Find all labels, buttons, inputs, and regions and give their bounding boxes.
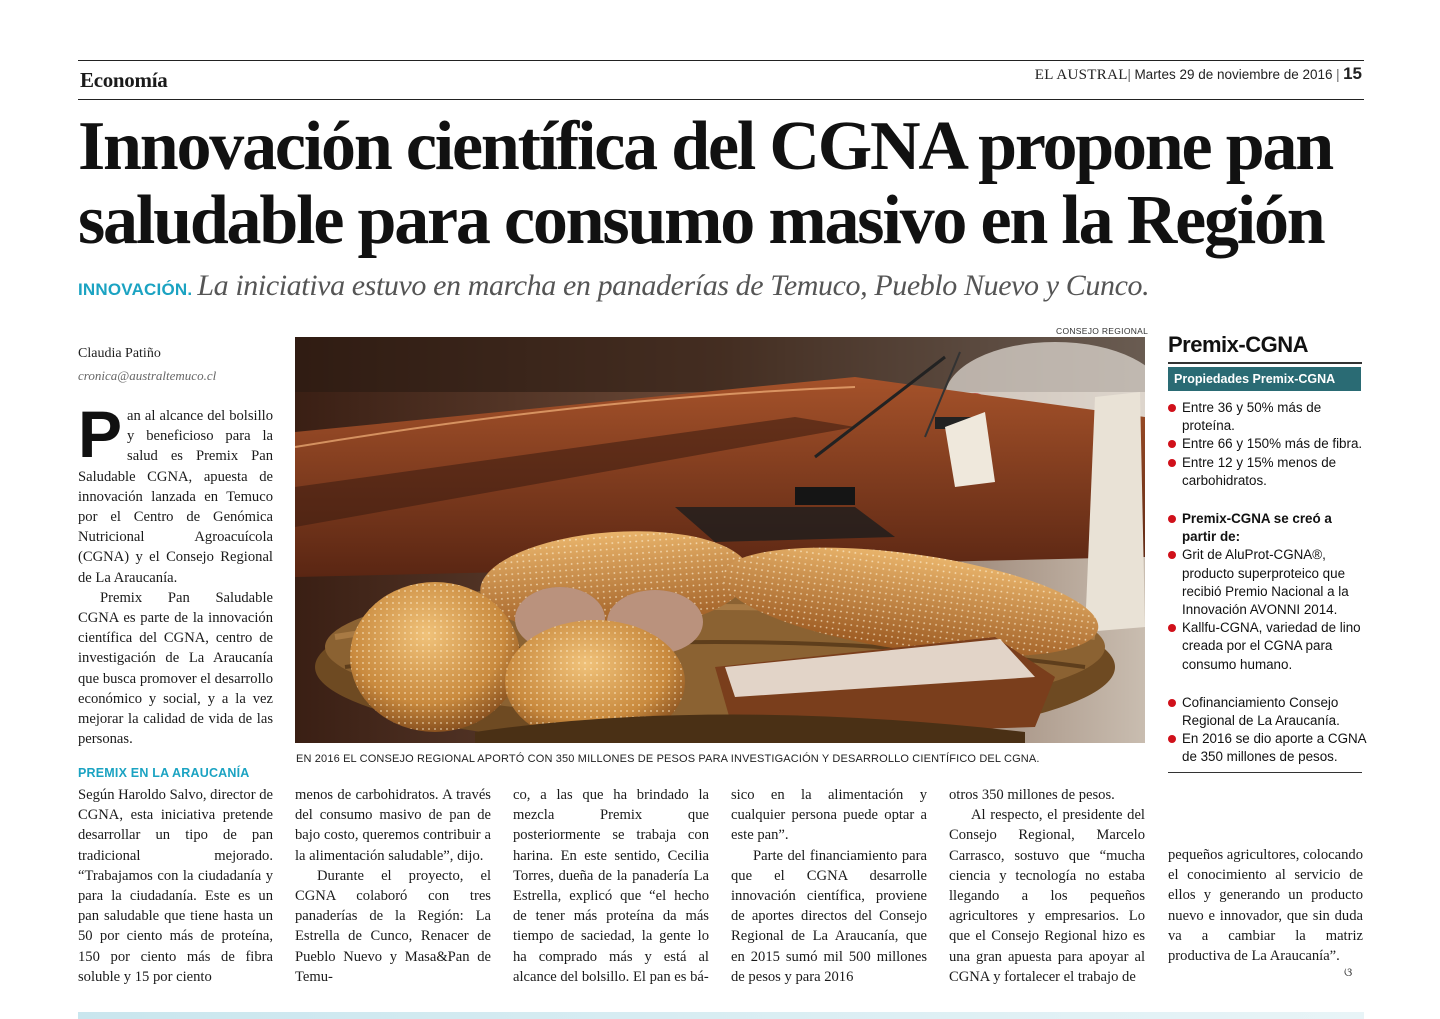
sidebar-item-text: Entre 66 y 150% más de fibra. (1182, 436, 1363, 452)
paragraph-9: otros 350 millones de pesos. (949, 787, 1115, 803)
byline-email[interactable]: cronica@australtemuco.cl (78, 368, 217, 383)
bullet-icon (1168, 624, 1176, 632)
section-subhead: PREMIX EN LA ARAUCANÍA (78, 766, 250, 780)
headline-line-1: Innovación científica del CGNA propone pan (78, 108, 1332, 185)
sidebar-item (1168, 546, 1368, 619)
byline-author: Claudia Patiño (78, 346, 161, 361)
paragraph-10: Al respecto, el presidente del Consejo Regional, Marcelo Carrasco, sostuvo que “mucha ciencia y tecnología no estaba llegando a los pequeños agricultores y empresarios. Lo que el Consejo Regional hizo es una gran apuesta para apoyar al CGNA y fortalecer el trabajo de (949, 807, 1145, 985)
sidebar-item-text: Grit de AluProt-CGNA®, producto superproteico que recibió Premio Nacional a la Innovación AVONNI 2014. (1182, 547, 1349, 618)
publication-date: Martes 29 de noviembre de 2016 (1134, 67, 1333, 82)
sidebar-item (1168, 399, 1368, 435)
bottom-band (78, 1012, 1364, 1019)
paragraph-6: co, a las que ha brindado la mezcla Premix que posteriormente se trabaja con harina. En este sentido, Cecilia Torres, dueña de la panadería La Estrella, explicó que “el hecho de tener más proteína da más tiempo de saciedad, la gente lo ha comprado más y está al alcance del bolsillo. El pan es bá- (513, 787, 709, 985)
bread-basket-illustration (295, 337, 1145, 743)
bullet-icon (1168, 440, 1176, 448)
sidebar-rule (1168, 362, 1362, 364)
sidebar-group-heading (1168, 510, 1368, 546)
deck: La iniciativa estuvo en marcha en panaderías de Temuco, Pueblo Nuevo y Cunco. (197, 269, 1150, 302)
page-number: 15 (1343, 64, 1362, 83)
headline (78, 110, 1368, 258)
sidebar-tab (1168, 367, 1361, 391)
bullet-icon (1168, 404, 1176, 412)
publication-name: EL AUSTRAL (1034, 67, 1128, 83)
article-column-3 (513, 785, 709, 987)
sidebar-item (1168, 694, 1368, 730)
sidebar-item (1168, 454, 1368, 490)
paragraph-8: Parte del financiamiento para que el CGNA desarrolle innovación científica, proviene de aportes directos del Consejo Regional de La Araucanía, que en 2015 sumó mil 500 millones de pesos y para 2016 (731, 847, 927, 985)
photo-caption: EN 2016 EL CONSEJO REGIONAL APORTÓ CON 350 MILLONES DE PESOS PARA INVESTIGACIÓN Y DESARROLLO CIENTÍFICO DEL CGNA. (296, 753, 1040, 765)
sidebar-bottom-rule (1168, 772, 1362, 773)
page-meta (1035, 64, 1362, 84)
bullet-icon (1168, 735, 1176, 743)
article-column-2 (295, 785, 491, 987)
bullet-icon (1168, 551, 1176, 559)
sidebar-tab-label: Propiedades Premix-CGNA (1174, 372, 1336, 386)
lead-paragraph: an al alcance del bolsillo y beneficioso para la salud es Premix Pan Saludable CGNA, apuesta de innovación lanzada en Temuco por el Centro de Genómica Nutricional Agroacuícola (CGNA) y el Consejo Regional de La Araucanía. (78, 408, 273, 586)
separator: | (1127, 67, 1131, 83)
bullet-icon (1168, 699, 1176, 707)
subheadline (78, 269, 1378, 303)
separator-2: | (1336, 67, 1340, 83)
article-column-4 (731, 785, 927, 987)
sidebar-list (1168, 399, 1368, 767)
paragraph-11: pequeños agricultores, colocando el conocimiento al servicio de ellos y generando un producto nuevo e innovador, que sin duda va a cambiar la matriz productiva de La Araucanía”. (1168, 847, 1363, 965)
drop-cap: P (78, 397, 123, 471)
article-column-1-bottom (78, 785, 273, 987)
article-column-1 (78, 397, 273, 749)
sidebar-item-text: Kallfu-CGNA, variedad de lino creada por el CGNA para consumo humano. (1182, 620, 1361, 672)
paragraph-4: menos de carbohidratos. A través del consumo masivo de pan de bajo costo, queremos contribuir a la alimentación saludable”, dijo. (295, 787, 491, 864)
kicker: INNOVACIÓN. (78, 280, 193, 299)
article-photo (295, 337, 1145, 743)
sidebar-item-text: Entre 12 y 15% menos de carbohidratos. (1182, 454, 1337, 488)
headline-line-2: saludable para consumo masivo en la Región (78, 182, 1324, 259)
sidebar-item (1168, 730, 1368, 766)
sidebar-item-text: Cofinanciamiento Consejo Regional de La Araucanía. (1182, 694, 1340, 729)
paragraph-3: Según Haroldo Salvo, director de CGNA, esta iniciativa pretende desarrollar un tipo de pan tradicional mejorado. “Trabajamos con la ciudadanía y para la ciudadanía. Este es un pan saludable que tiene hasta un 50 por ciento más de proteína, 150 por ciento más de fibra soluble y 15 por ciento (78, 787, 273, 985)
top-rule (78, 60, 1364, 61)
paragraph-7: sico en la alimentación y cualquier persona puede optar a este pan”. (731, 787, 927, 844)
photo-credit: CONSEJO REGIONAL (1056, 326, 1149, 336)
sidebar-item-text: Entre 36 y 50% más de proteína. (1182, 400, 1322, 434)
paragraph-2: Premix Pan Saludable CGNA es parte de la innovación científica del CGNA, centro de investigación de La Araucanía que busca promover el desarrollo económico y social, y a la vez mejorar la calidad de vida de las personas. (78, 589, 273, 748)
section-label: Economía (80, 68, 168, 92)
header-rule (78, 99, 1364, 100)
sidebar-title: Premix-CGNA (1168, 332, 1308, 357)
sidebar-heading-text: Premix-CGNA se creó a partir de: (1182, 511, 1332, 545)
sidebar-item (1168, 435, 1368, 453)
sidebar-item (1168, 619, 1368, 674)
sidebar-item-text: En 2016 se dio aporte a CGNA de 350 millones de pesos. (1182, 731, 1366, 765)
article-column-6 (1168, 845, 1363, 966)
bullet-icon (1168, 515, 1176, 523)
end-mark-icon: ଓ (1344, 965, 1353, 979)
paragraph-5: Durante el proyecto, el CGNA colaboró con tres panaderías de la Región: La Estrella de Cunco, Renacer de Pueblo Nuevo y Masa&Pan de Temu- (295, 867, 491, 985)
bullet-icon (1168, 459, 1176, 467)
article-column-5 (949, 785, 1145, 987)
